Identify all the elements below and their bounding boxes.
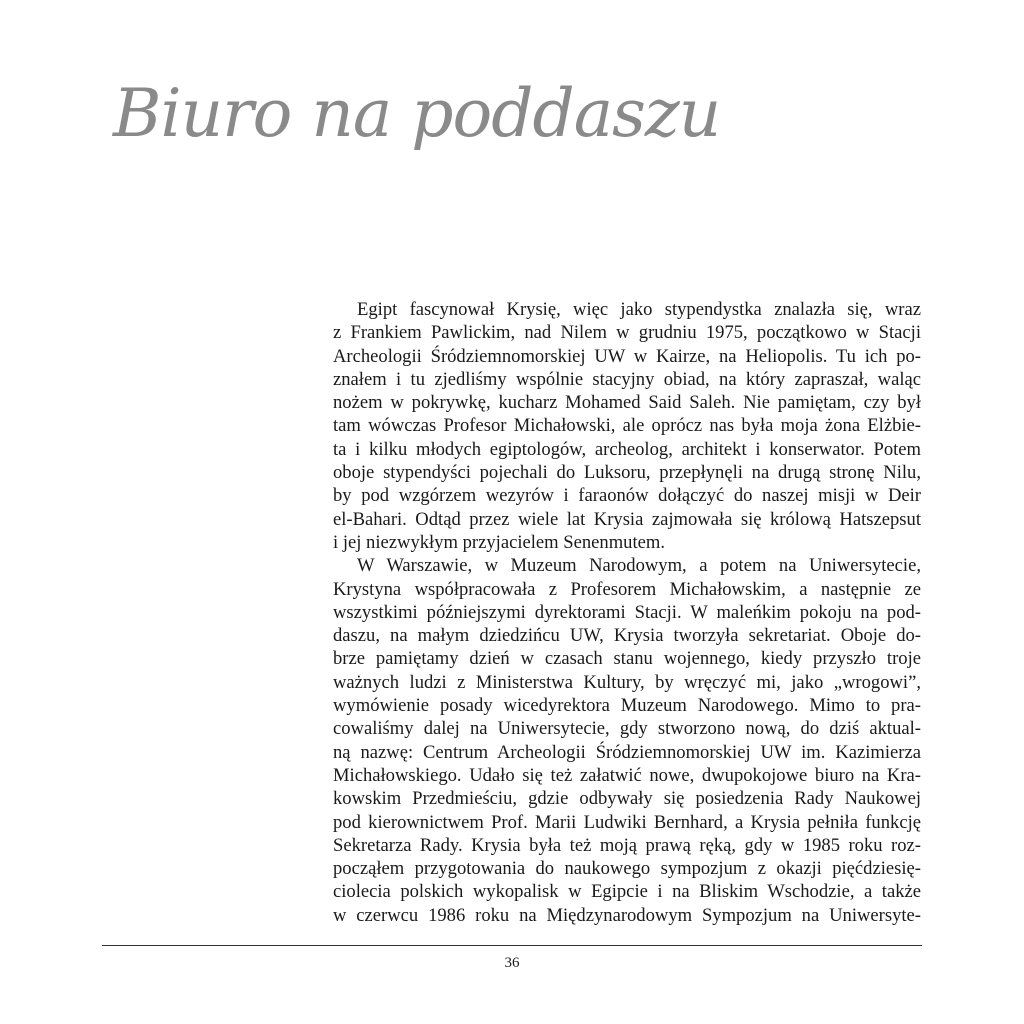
text-line: Archeologii Śródziemnomorskiej UW w Kairze, na Heliopolis. Tu ich po- (333, 345, 921, 367)
body-text (333, 298, 921, 927)
text-line: Krystyna współpracowała z Profesorem Michałowskim, a następnie ze (333, 578, 921, 600)
text-line: w czerwcu 1986 roku na Międzynarodowym Sympozjum na Uniwersyte- (333, 904, 921, 926)
footer-rule (102, 945, 922, 946)
text-line: ną nazwę: Centrum Archeologii Śródziemnomorskiej UW im. Kazimierza (333, 741, 921, 763)
text-line: ta i kilku młodych egiptologów, archeolog, architekt i konserwator. Potem (333, 438, 921, 460)
text-line: brze pamiętamy dzień w czasach stanu wojennego, kiedy przyszło troje (333, 648, 921, 670)
text-line: cowaliśmy dalej na Uniwersytecie, gdy stworzono nową, do dziś aktual- (333, 718, 921, 740)
text-line: W Warszawie, w Muzeum Narodowym, a potem na Uniwersytecie, (357, 555, 921, 577)
text-line: ciolecia polskich wykopalisk w Egipcie i na Bliskim Wschodzie, a także (333, 881, 921, 903)
text-line: pod kierownictwem Prof. Marii Ludwiki Bernhard, a Krysia pełniła funkcję (333, 811, 921, 833)
text-line: począłem przygotowania do naukowego sympozjum z okazji pięćdziesię- (333, 858, 921, 880)
text-line: i jej niezwykłym przyjacielem Senenmutem. (333, 531, 666, 553)
text-line: el-Bahari. Odtąd przez wiele lat Krysia zajmowała się królową Hatszepsut (333, 508, 921, 530)
text-line: by pod wzgórzem wezyrów i faraonów dołączyć do naszej misji w Deir (333, 485, 921, 507)
text-line: nożem w pokrywkę, kucharz Mohamed Said Saleh. Nie pamiętam, czy był (333, 392, 921, 414)
text-line: tam wówczas Profesor Michałowski, ale oprócz nas była moja żona Elżbie- (333, 415, 921, 437)
page-number: 36 (504, 955, 520, 971)
page-title: Biuro na poddaszu (113, 75, 721, 152)
text-line: Egipt fascynował Krysię, więc jako stypendystka znalazła się, wraz (357, 299, 921, 320)
text-line: znałem i tu zjedliśmy wspólnie stacyjny obiad, na który zapraszał, waląc (333, 368, 921, 390)
text-line: Michałowskiego. Udało się też załatwić nowe, dwupokojowe biuro na Kra- (333, 764, 921, 786)
text-line: ważnych ludzi z Ministerstwa Kultury, by wręczyć mi, jako „wrogowi”, (333, 671, 921, 693)
text-line: wszystkimi późniejszymi dyrektorami Stacji. W maleńkim pokoju na pod- (333, 601, 921, 623)
text-line: daszu, na małym dziedzińcu UW, Krysia tworzyła sekretariat. Oboje do- (333, 625, 921, 647)
text-line: kowskim Przedmieściu, gdzie odbywały się posiedzenia Rady Naukowej (333, 788, 921, 810)
text-line: oboje stypendyści pojechali do Luksoru, przepłynęli na drugą stronę Nilu, (333, 462, 921, 484)
text-line: wymówienie posady wicedyrektora Muzeum Narodowego. Mimo to pra- (333, 695, 921, 717)
text-line: Sekretarza Rady. Krysia była też moją prawą ręką, gdy w 1985 roku roz- (333, 834, 921, 856)
text-line: z Frankiem Pawlickim, nad Nilem w grudniu 1975, początkowo w Stacji (333, 322, 921, 344)
